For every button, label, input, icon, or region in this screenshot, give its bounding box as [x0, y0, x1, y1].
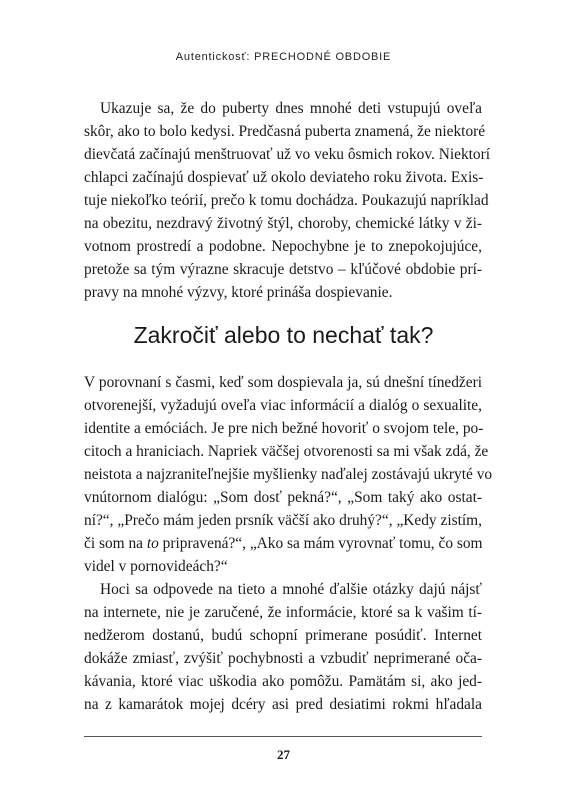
- text-line: vnútornom dialógu: „Som dosť pekná?“, „Som taký ako ostat-: [84, 489, 482, 506]
- text-line: tuje niekoľko teórií, prečo k tomu dochádza. Poukazujú napríklad: [84, 192, 489, 209]
- text-line: Ukazuje sa, že do puberty dnes mnohé deti vstupujú oveľa: [100, 100, 482, 117]
- text-line: na internete, nie je zaručené, že informácie, ktoré sa k vašim tí-: [84, 604, 482, 621]
- text-line: pravy na mnohé výzvy, ktoré prináša dospievanie.: [84, 284, 393, 301]
- text-line: pretože sa tým výrazne skracuje detstvo – kľúčové obdobie prí-: [84, 261, 482, 278]
- text-line: kávania, ktoré viac uškodia ako pomôžu. Pamätám si, ako jed-: [84, 673, 482, 690]
- text-line: videl v pornovideách?“: [84, 558, 228, 575]
- text-line: na z kamarátok mojej dcéry asi pred desiatimi rokmi hľadala: [84, 696, 482, 713]
- running-header-title: PRECHODNÉ OBDOBIE: [254, 51, 392, 63]
- text-line: či som na to pripravená?“, „Ako sa mám vyrovnať tomu, čo som: [84, 535, 483, 552]
- text-line: V porovnaní s časmi, keď som dospievala ja, sú dnešní tínedžeri: [84, 374, 482, 391]
- section-heading: Zakročiť alebo to nechať tak?: [133, 322, 434, 348]
- text-line: Hoci sa odpovede na tieto a mnohé ďalšie otázky dajú nájsť: [100, 581, 482, 598]
- text-line: dievčatá začínajú menštruovať už vo veku ôsmich rokov. Niektorí: [84, 146, 491, 163]
- emphasis: to: [146, 535, 159, 552]
- text-line: citoch a hraniciach. Napriek väčšej otvorenosti sa mi však zdá, že: [84, 443, 489, 460]
- running-header-prefix: Autentickosť:: [175, 51, 255, 63]
- paragraph-3: [84, 578, 482, 716]
- text-line: identite a emóciách. Je pre nich bežné hovoriť o svojom tele, po-: [84, 420, 484, 437]
- running-header: [0, 51, 567, 63]
- paragraph-1: [84, 97, 491, 304]
- text-line: ní?“, „Prečo mám jeden prsník väčší ako druhý?“, „Kedy zistím,: [84, 512, 482, 529]
- text-line: votnom prostredí a podobne. Nepochybne je to znepokojujúce,: [84, 238, 482, 255]
- footer-divider: [84, 736, 482, 737]
- text-line: skôr, ako to bolo kedysi. Predčasná puberta znamená, že niektoré: [84, 123, 486, 140]
- text-line: na obezitu, nezdravý životný štýl, choroby, chemické látky v ži-: [84, 215, 482, 232]
- text-line: neistota a najzraniteľnejšie myšlienky naďalej zostávajú ukryté vo: [84, 466, 493, 483]
- text-line: otvorenejší, vyžadujú oveľa viac informácií a dialóg o sexualite,: [84, 397, 482, 414]
- text-line: chlapci začínajú dospievať už okolo deviateho roku života. Exis-: [84, 169, 484, 186]
- paragraph-2: [84, 371, 493, 578]
- text-line: nedžerom dostanú, budú schopní primerane posúdiť. Internet: [84, 627, 482, 644]
- page-number: 27: [277, 747, 290, 762]
- text-line: dokáže zmiasť, zvýšiť pochybnosti a vzbudiť neprimerané oča-: [84, 650, 482, 667]
